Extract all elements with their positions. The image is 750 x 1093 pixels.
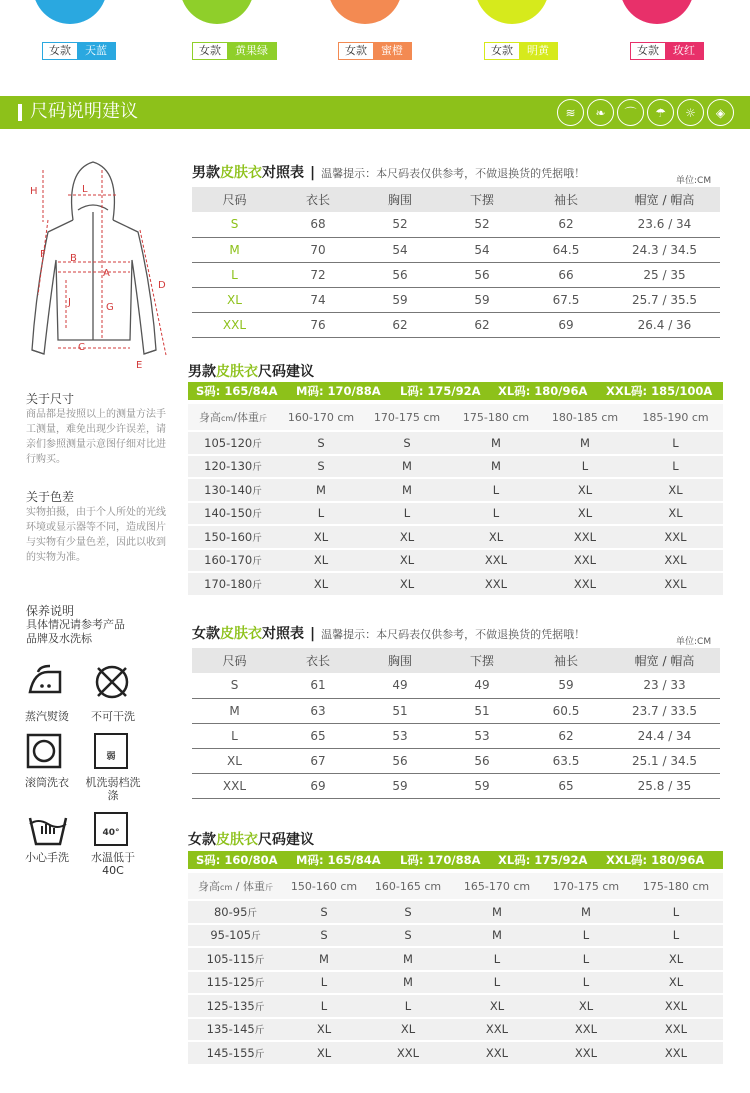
jacket-thumb-orange [328,0,402,24]
table-cell: L [450,478,542,502]
table-cell: M [364,478,450,502]
table-cell: L [629,924,723,948]
table-row [188,431,723,455]
women-code-s: S码: 160/80A [196,853,278,867]
table-row [188,1041,723,1065]
table-cell: 69 [277,773,359,798]
diagram-label-g: G [106,302,114,313]
table-cell: 63 [277,698,359,723]
table-cell: XL [364,549,450,573]
men-advice-title: 男款皮肤衣尺码建议 [188,364,314,380]
table-cell: 70 [277,237,359,262]
header-sleeve: 袖长 [523,187,609,212]
table-row [192,312,720,337]
table-cell: S [283,924,365,948]
weight-cell: 140-150斤 [188,502,278,526]
table-row [188,455,723,479]
table-cell: 52 [359,212,441,237]
header-height-range: 150-160 cm [283,873,365,900]
table-row [188,947,723,971]
women-chart-title: 女款皮肤衣对照表 | 温馨提示：本尺码表仅供参考，不做退换货的凭据哦！ [192,626,586,642]
table-cell: XXL [542,572,628,596]
table-cell: XXL [629,994,723,1018]
women-code-m: M码: 165/84A [296,853,381,867]
men-size-advice-table [188,404,723,597]
table-cell: XL [543,994,629,1018]
header-chest: 胸围 [359,648,441,673]
men-code-xl: XL码: 180/96A [498,384,588,398]
table-cell: 56 [441,748,523,773]
care-label-hand-wash: 小心手洗 [25,851,69,864]
diagram-label-b: B [70,253,77,264]
table-cell: 51 [359,698,441,723]
table-cell: XXL [365,1041,451,1065]
table-cell: L [451,947,543,971]
size-cell: L [192,262,277,287]
diagram-label-c: C [78,342,85,353]
table-cell: 54 [441,237,523,262]
table-cell: 68 [277,212,359,237]
table-cell: XL [542,502,628,526]
about-size-text: 商品都是按照以上的测量方法手工测量，难免出现少许误差，请亲们参照测量示意图仔细对比进行购买。 [26,409,166,465]
table-cell: 25.1 / 34.5 [609,748,720,773]
table-cell: L [543,971,629,995]
table-cell: 24.4 / 34 [609,723,720,748]
table-cell: 49 [359,673,441,698]
table-cell: M [283,947,365,971]
care-label-tumble: 滚筒洗衣 [25,776,69,789]
header-length: 衣长 [277,648,359,673]
table-cell: XXL [450,549,542,573]
table-cell: 23.7 / 33.5 [609,698,720,723]
color-tag-orange: 女款 蜜橙 [338,42,412,60]
header-height-range: 175-180 cm [629,873,723,900]
table-cell: 56 [359,262,441,287]
table-row [192,262,720,287]
table-cell: 56 [359,748,441,773]
table-cell: XL [542,478,628,502]
table-cell: XL [629,947,723,971]
weight-cell: 80-95斤 [188,900,283,924]
size-guide-banner [0,96,750,129]
table-cell: 53 [441,723,523,748]
table-cell: 72 [277,262,359,287]
table-cell: XXL [543,1018,629,1042]
diagram-label-j: J [68,297,71,308]
about-color-text: 实物拍摄，由于个人所处的光线环境或显示器等不同，造成图片与实物有少量色差，因此以收到的实物为准。 [26,507,166,563]
table-cell: 25 / 35 [609,262,720,287]
table-cell: XL [278,572,364,596]
jacket-thumb-rose-red [620,0,694,24]
table-cell: M [543,900,629,924]
table-cell: 59 [441,773,523,798]
table-cell: 64.5 [523,237,609,262]
chart-header-row [192,187,720,212]
jacket-thumb-sky-blue [33,0,107,24]
table-cell: XXL [450,572,542,596]
table-cell: 51 [441,698,523,723]
women-code-xl: XL码: 175/92A [498,853,588,867]
header-hood: 帽宽 / 帽高 [609,648,720,673]
table-cell: XL [364,572,450,596]
table-cell: 67.5 [523,287,609,312]
about-color-title: 关于色差 [26,490,75,504]
women-chart-unit: 单位:CM [676,637,712,647]
care-label-water-temp: 水温低于40C [91,851,135,877]
ventilation-icon: ≋ [557,99,584,126]
table-cell: 63.5 [523,748,609,773]
women-size-advice-table [188,873,723,1066]
header-height-weight: 身高cm/体重斤 [188,404,278,431]
table-cell: L [628,455,723,479]
table-row [188,525,723,549]
table-cell: 25.8 / 35 [609,773,720,798]
table-cell: 65 [277,723,359,748]
table-cell: 24.3 / 34.5 [609,237,720,262]
diagram-label-h: H [30,186,38,197]
table-cell: M [450,455,542,479]
header-height-range: 180-185 cm [542,404,628,431]
table-cell: 62 [359,312,441,337]
table-cell: L [629,900,723,924]
women-code-l: L码: 170/88A [400,853,481,867]
table-cell: 23.6 / 34 [609,212,720,237]
table-cell: L [450,502,542,526]
advice-header-row [188,873,723,900]
table-cell: 52 [441,212,523,237]
men-code-l: L码: 175/92A [400,384,481,398]
header-hem: 下摆 [441,648,523,673]
about-size-title: 关于尺寸 [26,392,75,406]
table-row [188,478,723,502]
size-cell: XXL [192,773,277,798]
table-cell: 76 [277,312,359,337]
size-cell: S [192,673,277,698]
table-cell: S [278,455,364,479]
tumble-icon [26,733,62,769]
women-advice-title: 女款皮肤衣尺码建议 [188,832,314,848]
table-cell: L [283,971,365,995]
table-cell: L [542,455,628,479]
table-cell: XXL [451,1041,543,1065]
table-cell: XXL [542,525,628,549]
table-row [192,723,720,748]
pack-icon: ◈ [707,99,734,126]
header-hem: 下摆 [441,187,523,212]
table-cell: XL [365,1018,451,1042]
header-height-weight: 身高cm / 体重斤 [188,873,283,900]
table-cell: 59 [441,287,523,312]
table-row [188,994,723,1018]
table-row [188,971,723,995]
men-code-m: M码: 170/88A [296,384,381,398]
color-tag-bright-yellow: 女款 明黄 [484,42,558,60]
banner-title: 尺码说明建议 [30,101,138,122]
table-cell: 67 [277,748,359,773]
header-sleeve: 袖长 [523,648,609,673]
women-code-xxl: XXL码: 180/96A [606,853,705,867]
table-row [192,287,720,312]
header-height-range: 175-180 cm [450,404,542,431]
table-cell: 66 [523,262,609,287]
weight-cell: 95-105斤 [188,924,283,948]
table-row [192,748,720,773]
table-cell: M [542,431,628,455]
table-cell: XL [451,994,543,1018]
table-cell: 62 [441,312,523,337]
care-title: 保养说明 [26,604,75,618]
size-cell: M [192,237,277,262]
table-cell: S [364,431,450,455]
table-cell: XXL [628,525,723,549]
table-cell: XXL [542,549,628,573]
color-tag-rose-red: 女款 玫红 [630,42,704,60]
color-tag-sky-blue: 女款 天蓝 [42,42,116,60]
banner-accent-bar [18,104,22,121]
weight-cell: 130-140斤 [188,478,278,502]
uv-icon: ☼ [677,99,704,126]
header-size: 尺码 [192,648,277,673]
iron-icon [26,664,66,700]
table-cell: XXL [629,1041,723,1065]
advice-header-row [188,404,723,431]
diagram-label-f: F [40,249,46,260]
care-label-no-dryclean: 不可干洗 [91,710,135,723]
lightweight-icon: ⌒ [617,99,644,126]
table-cell: 23 / 33 [609,673,720,698]
no-dryclean-icon [94,664,130,700]
table-cell: XXL [628,549,723,573]
water-temp-icon: 40° [94,812,128,846]
table-cell: 69 [523,312,609,337]
table-cell: M [450,431,542,455]
men-chart-unit: 单位:CM [676,176,712,186]
table-cell: 62 [523,723,609,748]
weight-cell: 160-170斤 [188,549,278,573]
men-code-xxl: XXL码: 185/100A [606,384,713,398]
table-cell: XL [628,502,723,526]
care-label-steam-iron: 蒸汽熨烫 [25,710,69,723]
table-cell: 60.5 [523,698,609,723]
weight-cell: 105-120斤 [188,431,278,455]
header-height-range: 170-175 cm [543,873,629,900]
table-cell: L [451,971,543,995]
women-size-chart-table [192,648,720,799]
size-cell: XXL [192,312,277,337]
table-cell: 59 [359,287,441,312]
table-cell: 25.7 / 35.5 [609,287,720,312]
table-cell: 61 [277,673,359,698]
table-cell: M [365,947,451,971]
table-row [192,673,720,698]
table-cell: XL [283,1018,365,1042]
table-cell: XL [628,478,723,502]
table-cell: XL [364,525,450,549]
table-cell: 53 [359,723,441,748]
weight-cell: 135-145斤 [188,1018,283,1042]
table-cell: S [365,900,451,924]
header-hood: 帽宽 / 帽高 [609,187,720,212]
table-cell: M [451,924,543,948]
machine-wash-icon: 弱 [94,733,128,769]
table-row [188,900,723,924]
table-cell: 62 [523,212,609,237]
header-height-range: 160-165 cm [365,873,451,900]
weight-cell: 120-130斤 [188,455,278,479]
jacket-thumb-yellow-green [180,0,254,24]
men-code-s: S码: 165/84A [196,384,278,398]
men-size-chart-table [192,187,720,338]
table-cell: M [451,900,543,924]
table-row [192,212,720,237]
table-cell: L [278,502,364,526]
table-cell: L [364,502,450,526]
chart-header-row [192,648,720,673]
table-cell: 74 [277,287,359,312]
men-size-code-bar [188,382,723,400]
women-size-code-bar [188,851,723,869]
table-cell: XXL [629,1018,723,1042]
header-length: 衣长 [277,187,359,212]
table-cell: M [364,455,450,479]
table-cell: XL [283,1041,365,1065]
header-chest: 胸围 [359,187,441,212]
table-cell: L [365,994,451,1018]
hand-wash-icon [26,810,70,846]
table-row [188,572,723,596]
table-row [192,773,720,798]
table-cell: 26.4 / 36 [609,312,720,337]
table-cell: L [543,947,629,971]
header-height-range: 165-170 cm [451,873,543,900]
diagram-label-e: E [136,360,143,371]
weight-cell: 150-160斤 [188,525,278,549]
header-size: 尺码 [192,187,277,212]
size-cell: L [192,723,277,748]
header-height-range: 185-190 cm [628,404,723,431]
table-cell: M [365,971,451,995]
size-cell: M [192,698,277,723]
weight-cell: 105-115斤 [188,947,283,971]
table-cell: XXL [543,1041,629,1065]
table-cell: L [543,924,629,948]
header-height-range: 160-170 cm [278,404,364,431]
table-row [188,549,723,573]
table-cell: L [283,994,365,1018]
table-row [192,237,720,262]
table-cell: S [278,431,364,455]
care-label-machine-gentle: 机洗弱档洗涤 [85,776,141,802]
table-cell: 59 [359,773,441,798]
color-tag-yellow-green: 女款 黄果绿 [192,42,277,60]
weight-cell: 170-180斤 [188,572,278,596]
table-row [192,698,720,723]
table-cell: XL [278,549,364,573]
header-height-range: 170-175 cm [364,404,450,431]
table-row [188,924,723,948]
table-cell: 59 [523,673,609,698]
size-cell: XL [192,748,277,773]
jacket-thumb-bright-yellow [475,0,549,24]
leaf-icon: ❧ [587,99,614,126]
weight-cell: 125-135斤 [188,994,283,1018]
table-cell: XL [450,525,542,549]
table-cell: XL [629,971,723,995]
diagram-label-l: L [82,184,88,195]
table-cell: XXL [451,1018,543,1042]
table-cell: L [628,431,723,455]
table-cell: 56 [441,262,523,287]
table-row [188,502,723,526]
jacket-measurement-diagram [18,150,183,375]
table-cell: XXL [628,572,723,596]
table-cell: M [278,478,364,502]
table-cell: 54 [359,237,441,262]
size-cell: S [192,212,277,237]
table-cell: 65 [523,773,609,798]
weight-cell: 115-125斤 [188,971,283,995]
waterproof-icon: ☂ [647,99,674,126]
table-cell: S [365,924,451,948]
diagram-label-d: D [158,280,166,291]
color-swatch-strip [0,0,750,62]
care-subtitle: 具体情况请参考产品品牌及水洗标 [26,618,125,645]
table-cell: XL [278,525,364,549]
size-cell: XL [192,287,277,312]
table-cell: 49 [441,673,523,698]
table-row [188,1018,723,1042]
weight-cell: 145-155斤 [188,1041,283,1065]
diagram-label-a: A [103,268,110,279]
table-cell: S [283,900,365,924]
men-chart-title: 男款皮肤衣对照表 | 温馨提示：本尺码表仅供参考，不做退换货的凭据哦！ [192,165,586,181]
